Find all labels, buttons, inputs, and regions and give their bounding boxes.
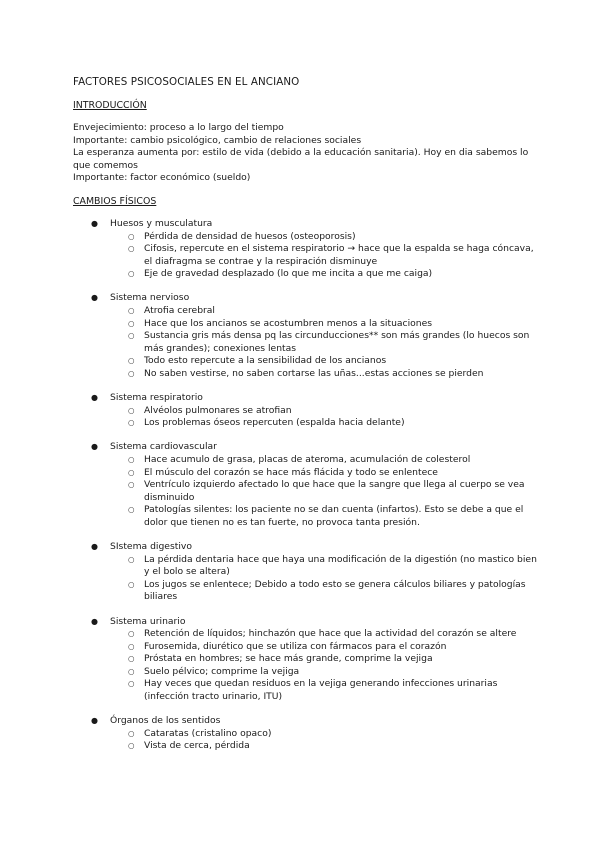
sub-item [73, 728, 543, 741]
document-page [73, 76, 543, 764]
section-label: Sistema respiratorio [110, 392, 203, 404]
intro-block [73, 122, 543, 185]
sub-item-text: Furosemida, diurético que se utiliza con fármacos para el corazón [144, 640, 447, 652]
bullet-icon: ● [91, 542, 98, 552]
sub-list [73, 554, 543, 604]
sub-item-text: Suelo pélvico; comprime la vejiga [144, 665, 300, 677]
circle-bullet-icon: ○ [128, 356, 135, 366]
section [73, 292, 543, 380]
bullet-icon: ● [91, 616, 98, 626]
sub-list [73, 454, 543, 530]
sub-item [73, 368, 543, 381]
changes-heading: CAMBIOS FÍSICOS [73, 195, 157, 207]
section-heading [73, 541, 543, 554]
intro-line: Envejecimiento: proceso a lo largo del tiempo [73, 122, 284, 133]
circle-bullet-icon: ○ [128, 654, 135, 664]
sub-item-text: Atrofia cerebral [144, 305, 215, 317]
intro-line: La esperanza aumenta por: estilo de vida (debido a la educación sanitaria). Hoy en dia sabemos lo que comemos [73, 147, 529, 171]
section [73, 616, 543, 704]
sub-item [73, 305, 543, 318]
circle-bullet-icon: ○ [128, 728, 135, 738]
section [73, 441, 543, 529]
sub-item-text: Cifosis, repercute en el sistema respiratorio → hace que la espalda se haga cóncava, el diafragma se contrae y la respiración disminuye [144, 243, 534, 267]
document-title: FACTORES PSICOSOCIALES EN EL ANCIANO [73, 76, 300, 88]
sub-item [73, 504, 543, 529]
sub-item-text: Pérdida de densidad de huesos (osteoporosis) [144, 230, 356, 242]
bullet-icon: ● [91, 293, 98, 303]
section-label: Sistema nervioso [110, 292, 190, 304]
section-heading [73, 292, 543, 305]
sub-item-text: Ventrículo izquierdo afectado lo que hace que la sangre que llega al cuerpo se vea disminuido [144, 479, 525, 503]
bullet-icon: ● [91, 218, 98, 228]
section-heading [73, 218, 543, 231]
sub-item [73, 467, 543, 480]
intro-line: Importante: factor económico (sueldo) [73, 172, 251, 184]
sub-item-text: Los jugos se enlentece; Debido a todo esto se genera cálculos biliares y patologías biliares [144, 578, 526, 603]
sub-item [73, 231, 543, 244]
circle-bullet-icon: ○ [128, 244, 135, 254]
circle-bullet-icon: ○ [128, 467, 135, 477]
sub-item-text: Hay veces que quedan residuos en la vejiga generando infecciones urinarias (infección tracto urinario, ITU) [144, 678, 498, 703]
sub-item-text: Eje de gravedad desplazado (lo que me incita a que me caiga) [144, 268, 433, 280]
sub-item-text: Vista de cerca, pérdida [144, 740, 250, 752]
section-label: Órganos de los sentidos [110, 715, 221, 727]
sub-list [73, 231, 543, 281]
section-label: Sistema urinario [110, 615, 186, 627]
intro-line: Importante: cambio psicológico, cambio de relaciones sociales [73, 134, 362, 146]
sub-item-text: Cataratas (cristalino opaco) [144, 727, 272, 739]
sub-item [73, 678, 543, 703]
sub-list [73, 728, 543, 753]
sub-item [73, 268, 543, 281]
sub-item-text: Todo esto repercute a la sensibilidad de los ancianos [144, 355, 387, 367]
circle-bullet-icon: ○ [128, 641, 135, 651]
sub-item-text: Retención de líquidos; hinchazón que hace que la actividad del corazón se altere [144, 628, 517, 640]
sub-item [73, 740, 543, 753]
circle-bullet-icon: ○ [128, 505, 135, 515]
sub-item-text: Próstata en hombres; se hace más grande, comprime la vejiga [144, 653, 433, 665]
circle-bullet-icon: ○ [128, 269, 135, 279]
sub-item [73, 479, 543, 504]
sub-item [73, 666, 543, 679]
circle-bullet-icon: ○ [128, 454, 135, 464]
sections-list [73, 218, 543, 753]
section [73, 715, 543, 753]
circle-bullet-icon: ○ [128, 318, 135, 328]
sub-item-text: Patologías silentes: los paciente no se dan cuenta (infartos). Esto se debe a que el dolor que tienen no es tan fuerte, no provoca tanta presión. [144, 504, 524, 528]
sub-item [73, 641, 543, 654]
circle-bullet-icon: ○ [128, 306, 135, 316]
sub-item [73, 653, 543, 666]
section [73, 541, 543, 604]
sub-item [73, 554, 543, 579]
section-label: Huesos y musculatura [110, 217, 213, 229]
sub-item [73, 318, 543, 331]
circle-bullet-icon: ○ [128, 629, 135, 639]
sub-item-text: El músculo del corazón se hace más flácida y todo se enlentece [144, 466, 438, 478]
sub-list [73, 305, 543, 381]
sub-item [73, 628, 543, 641]
sub-list [73, 405, 543, 430]
section [73, 218, 543, 281]
circle-bullet-icon: ○ [128, 405, 135, 415]
circle-bullet-icon: ○ [128, 666, 135, 676]
circle-bullet-icon: ○ [128, 741, 135, 751]
section [73, 392, 543, 430]
bullet-icon: ● [91, 716, 98, 726]
sub-item-text: La pérdida dentaria hace que haya una modificación de la digestión (no mastico bien y el bolo se altera) [144, 553, 537, 578]
bullet-icon: ● [91, 442, 98, 452]
circle-bullet-icon: ○ [128, 579, 135, 589]
sub-item-text: Sustancia gris más densa pq las circunducciones** son más grandes (lo huecos son más grandes); conexiones lentas [144, 330, 530, 354]
circle-bullet-icon: ○ [128, 554, 135, 564]
circle-bullet-icon: ○ [128, 679, 135, 689]
sub-item-text: No saben vestirse, no saben cortarse las uñas...estas acciones se pierden [144, 368, 484, 379]
bullet-icon: ● [91, 393, 98, 403]
section-label: SIstema digestivo [110, 541, 192, 553]
sub-item [73, 454, 543, 467]
sub-item [73, 355, 543, 368]
circle-bullet-icon: ○ [128, 480, 135, 490]
sub-list [73, 628, 543, 704]
sub-item [73, 417, 543, 430]
intro-heading: INTRODUCCIÓN [73, 100, 147, 111]
circle-bullet-icon: ○ [128, 369, 135, 378]
section-label: Sistema cardiovascular [110, 441, 217, 453]
sub-item-text: Alvéolos pulmonares se atrofian [144, 404, 292, 416]
sub-item [73, 579, 543, 604]
section-heading [73, 715, 543, 728]
sub-item-text: Hace acumulo de grasa, placas de ateroma, acumulación de colesterol [144, 453, 471, 465]
sub-item [73, 243, 543, 268]
sub-item [73, 330, 543, 355]
circle-bullet-icon: ○ [128, 418, 135, 428]
circle-bullet-icon: ○ [128, 231, 135, 241]
section-heading [73, 441, 543, 454]
circle-bullet-icon: ○ [128, 331, 135, 341]
section-heading [73, 616, 543, 629]
sub-item-text: Los problemas óseos repercuten (espalda hacia delante) [144, 417, 405, 429]
sub-item [73, 405, 543, 418]
sub-item-text: Hace que los ancianos se acostumbren menos a la situaciones [144, 317, 433, 329]
section-heading [73, 392, 543, 405]
